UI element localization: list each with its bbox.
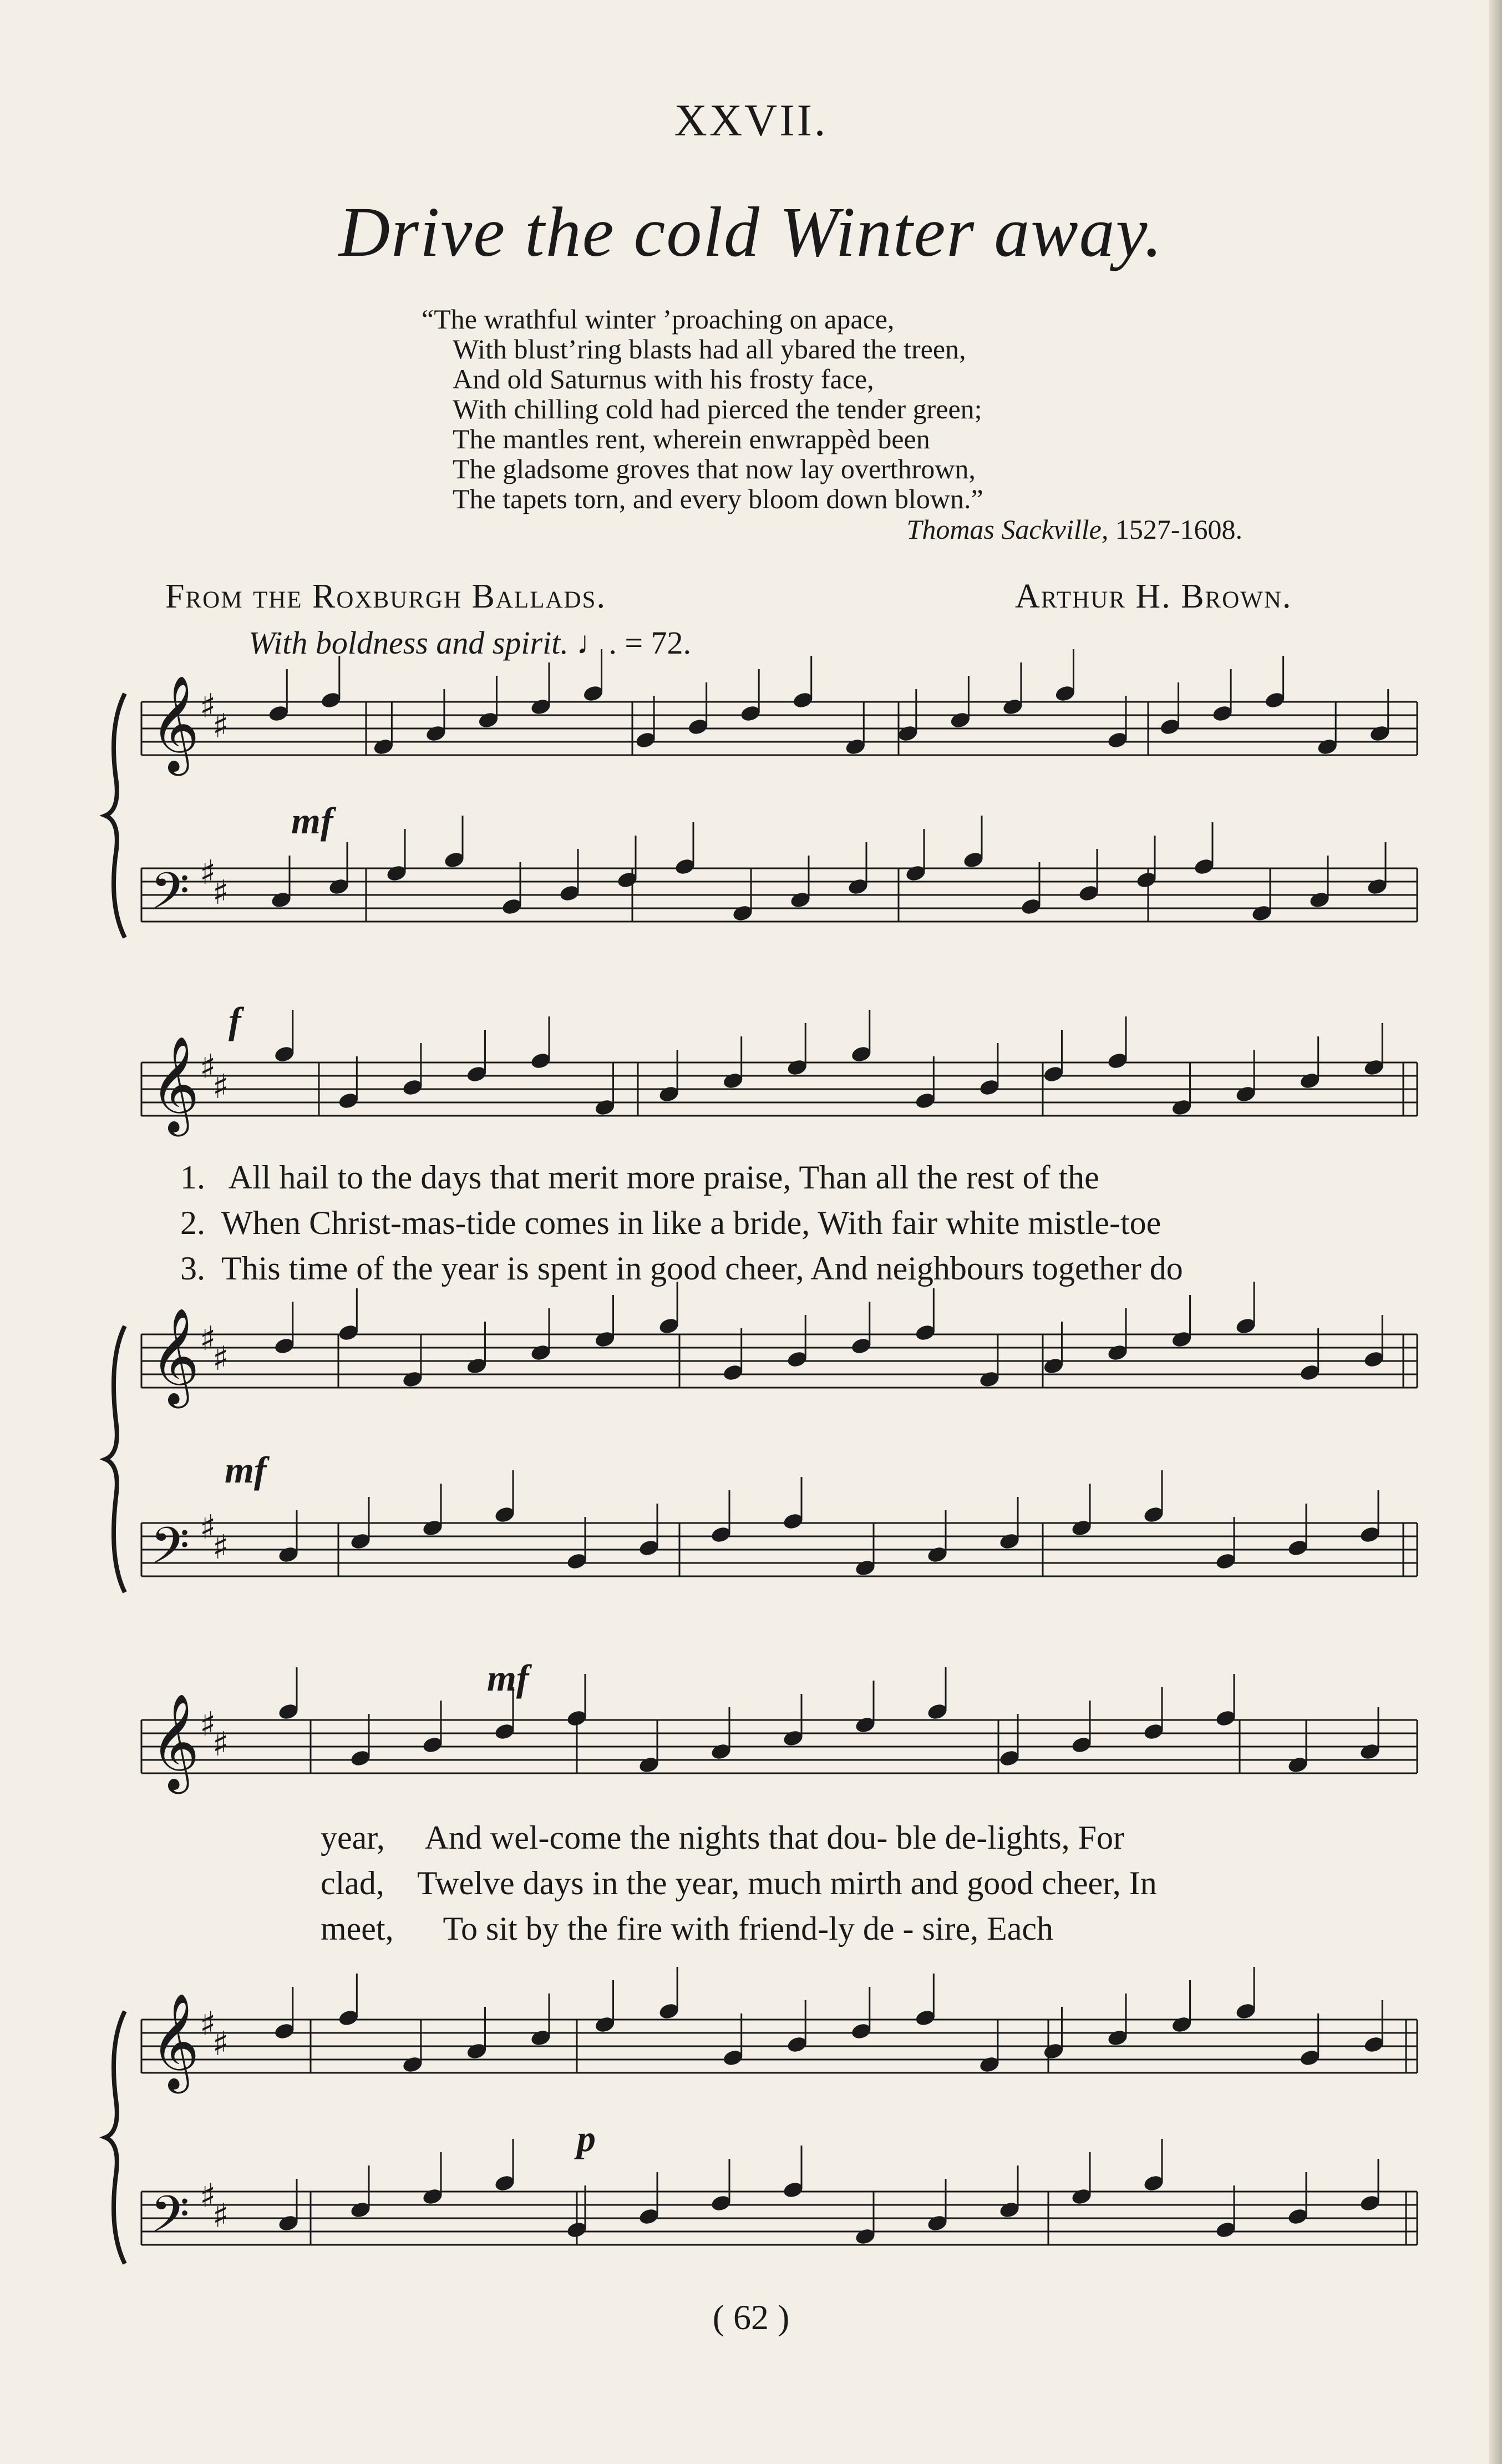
sharp-icon: ♯	[200, 1705, 216, 1744]
sharp-icon: ♯	[200, 2177, 216, 2215]
system-brace	[105, 694, 125, 938]
page-number: ( 62 )	[712, 2298, 790, 2337]
system-brace	[105, 1326, 125, 1592]
epigraph-line: The mantles rent, wherein enwrappèd been	[453, 423, 930, 454]
treble-clef-icon: 𝄞	[150, 1308, 200, 1404]
lyric-verse-2	[180, 1204, 1161, 1242]
epigraph-author: Thomas Sackville,	[906, 514, 1109, 545]
lyric-verse-3-cont	[321, 1910, 1053, 1948]
sharp-icon: ♯	[212, 873, 229, 912]
score-layer	[105, 649, 1417, 2264]
verse-text: This time of the year is spent in good cheer, And neighbours together do	[221, 1250, 1183, 1287]
epigraph-line: The tapets torn, and every bloom down blown.”	[453, 483, 983, 514]
verse-start: meet,	[321, 1910, 394, 1947]
sharp-icon: ♯	[212, 707, 229, 746]
treble-clef-icon: 𝄞	[150, 1693, 200, 1790]
verse-text: To sit by the fire with friend-ly de - sire, Each	[443, 1910, 1053, 1947]
sharp-icon: ♯	[200, 687, 216, 726]
bass-clef-icon: 𝄢	[150, 1516, 190, 1587]
tempo-text: With boldness and spirit.	[248, 625, 569, 661]
system-brace	[105, 2011, 125, 2264]
bass-clef-icon: 𝄢	[150, 862, 190, 933]
dynamic-mark: f	[229, 999, 241, 1041]
sharp-icon: ♯	[212, 2025, 229, 2063]
verse-number: 2.	[180, 1205, 205, 1241]
epigraph-dates: 1527-1608.	[1115, 514, 1242, 545]
verse-text: And wel-come the nights that dou- ble de-lights, For	[424, 1819, 1124, 1856]
dynamic-mark: mf	[225, 1449, 267, 1491]
bass-clef-icon: 𝄢	[150, 2185, 190, 2256]
sharp-icon: ♯	[212, 1725, 229, 1764]
epigraph-line: The gladsome groves that now lay overthrown,	[453, 453, 976, 484]
sharp-icon: ♯	[200, 1319, 216, 1358]
source-credit: From the Roxburgh Ballads.	[165, 578, 606, 615]
arranger-credit: Arthur H. Brown.	[1015, 578, 1292, 615]
verse-number: 3.	[180, 1250, 205, 1287]
verse-text: Twelve days in the year, much mirth and good cheer, In	[417, 1865, 1157, 1901]
dynamic-mark: mf	[487, 1657, 529, 1699]
lyric-verse-1-cont	[321, 1819, 1124, 1857]
song-number: XXVII.	[674, 95, 828, 145]
verse-start: clad,	[321, 1865, 384, 1901]
dynamic-mark: mf	[291, 800, 333, 842]
sharp-icon: ♯	[212, 1528, 229, 1567]
verse-text: When Christ-mas-tide comes in like a bride, With fair white mistle-toe	[221, 1205, 1161, 1241]
sharp-icon: ♯	[200, 2005, 216, 2043]
sharp-icon: ♯	[200, 1048, 216, 1086]
epigraph-line: “The wrathful winter ’proaching on apace,	[422, 303, 895, 335]
sharp-icon: ♯	[200, 853, 216, 892]
sharp-icon: ♯	[212, 2197, 229, 2235]
verse-number: 1.	[180, 1159, 205, 1196]
verse-text: All hail to the days that merit more praise, Than all the rest of the	[228, 1159, 1099, 1196]
lyric-verse-3	[180, 1249, 1183, 1288]
sharp-icon: ♯	[212, 1339, 229, 1378]
metronome-mark: ♩. = 72.	[576, 625, 692, 661]
dynamic-mark: p	[577, 2117, 596, 2159]
epigraph-line: With chilling cold had pierced the tender green;	[453, 393, 982, 424]
sharp-icon: ♯	[212, 1067, 229, 1106]
epigraph-line: And old Saturnus with his frosty face,	[453, 363, 874, 394]
verse-start: year,	[321, 1819, 385, 1856]
treble-clef-icon: 𝄞	[150, 1036, 200, 1132]
lyric-verse-1	[180, 1158, 1099, 1197]
treble-clef-icon: 𝄞	[150, 675, 200, 772]
treble-clef-icon: 𝄞	[150, 1993, 200, 2089]
epigraph-line: With blust’ring blasts had all ybared the treen,	[453, 333, 966, 365]
sharp-icon: ♯	[200, 1508, 216, 1547]
song-title: Drive the cold Winter away.	[338, 193, 1164, 271]
lyric-verse-2-cont	[321, 1864, 1157, 1903]
